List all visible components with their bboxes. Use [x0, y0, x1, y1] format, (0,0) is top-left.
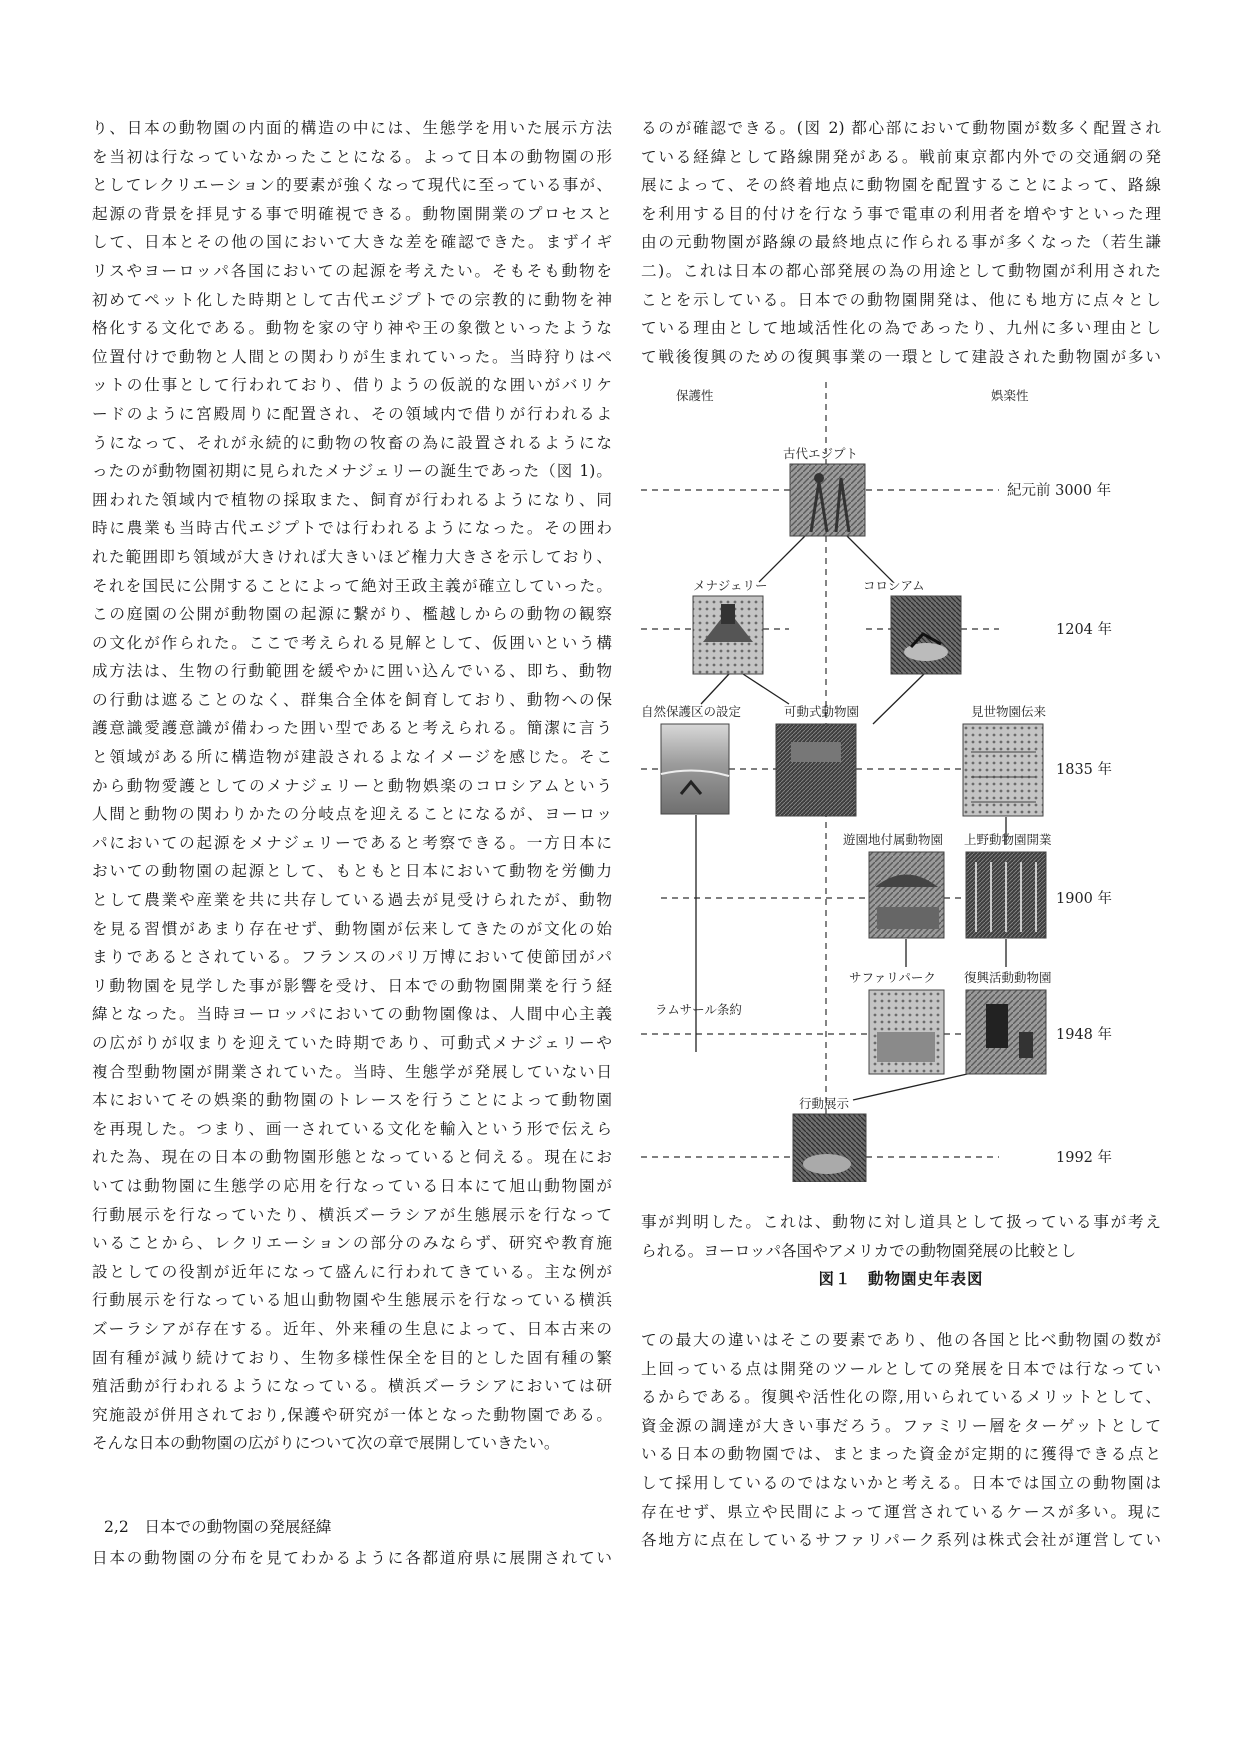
paragraph-line: 展によって、その終着地点に動物園を配置することによって、路線: [641, 176, 1161, 195]
section-first-line: [92, 1544, 612, 1573]
paragraph-line: いることから、レクリエーションの部分のみならず、研究や教育施: [92, 1234, 612, 1253]
paragraph-line: 由の元動物園が路線の最終地点に作られる事が多くなった（若生謙: [641, 233, 1161, 252]
zoo-history-timeline-figure: [641, 382, 1161, 1182]
paragraph-line: から動物愛護としてのメナジェリーと動物娯楽のコロシアムという: [92, 776, 612, 795]
paragraph-line: おいての動物園の起源として、もともと日本において動物を労働力: [92, 862, 612, 881]
node-label-freak-show: 見世物園伝来: [971, 704, 1047, 719]
colosseum-photo: [891, 596, 961, 674]
right-column-mid: [641, 1208, 1161, 1265]
paragraph-line: うになって、それが永続的に動物の牧畜の為に設置されるようにな: [92, 433, 612, 452]
paragraph-line: 起源の背景を拝見する事で明確視できる。動物園開業のプロセスと: [92, 204, 612, 223]
paragraph-line: られる。ヨーロッパ各国やアメリカでの動物園発展の比較とし: [641, 1241, 1077, 1260]
paragraph-line: るのが確認できる。(図 2) 都心部において動物園が数多く配置され: [641, 119, 1161, 137]
paragraph-line: 究施設が併用されており,保護や研究が一体となった動物園である。: [92, 1405, 612, 1424]
paragraph-line: そんな日本の動物園の広がりについて次の章で展開していきたい。: [92, 1434, 560, 1453]
paragraph-line: 日本の動物園の分布を見てわかるように各都道府県に展開されてい: [92, 1549, 612, 1567]
paragraph-line: ての最大の違いはそこの要素であり、他の各国と比べ動物園の数が: [641, 1331, 1161, 1349]
paragraph-line: 設としての役割が近年になって盛んに行われてきている。主な例が: [92, 1262, 612, 1281]
paragraph-line: リ動物園を見学した事が影響を受け、日本での動物園開業を行う経: [92, 976, 612, 995]
protection-axis-label: 保護性: [676, 388, 714, 403]
paragraph-line: の文化が作られた。ここで考えられる見解として、仮囲いという構: [92, 633, 612, 652]
paragraph-line: ことを示している。日本での動物園開発は、他にも地方に点々とし: [641, 290, 1161, 309]
paragraph-line: パにおいての起源をメナジェリーであると考察できる。一方日本に: [92, 833, 612, 852]
node-label-ramsar: ラムサール条約: [655, 1002, 742, 1017]
paragraph-line: まりであるとされている。フランスのパリ万博において使節団がパ: [92, 948, 612, 967]
paragraph-line: れた範囲即ち領域が大きければ大きいほど権力大きさを示しており、: [92, 547, 612, 566]
paragraph-line: 囲われた領域内で植物の採取また、飼育が行われるようになり、同: [92, 490, 612, 509]
year-label: 1948 年: [1056, 1027, 1113, 1043]
paragraph-line: ットの仕事として行われており、借りようの仮説的な囲いがバリケ: [92, 376, 612, 395]
paragraph-line: れた為、現在の日本の動物園形態となっていると伺える。現在にお: [92, 1148, 612, 1167]
year-label: 紀元前 3000 年: [1007, 483, 1112, 499]
paragraph-line: 人間と動物の関わりかたの分岐点を迎えることになるが、ヨーロッ: [92, 805, 612, 824]
paragraph-line: 時に農業も当時古代エジプトでは行われるようになった。その囲わ: [92, 519, 612, 538]
left-column: [92, 114, 612, 1458]
paragraph-line: 資金源の調達が大きい事だろう。ファミリー層をターゲットとして: [641, 1416, 1161, 1435]
paragraph-line: 格化する文化である。動物を家の守り神や王の象徴といったような: [92, 319, 612, 338]
paragraph-line: ている経緯として路線開発がある。戦前東京都内外での交通網の発: [641, 147, 1161, 166]
amusement-zoo-photo: [869, 852, 944, 938]
paragraph-line: として農業や産業を共に共存している過去が見受けられたが、動物: [92, 891, 612, 910]
node-label-reserve: 自然保護区の設定: [641, 704, 742, 719]
paragraph-line: ードのように宮殿周りに配置され、その領域内で借りが行われるよ: [92, 404, 612, 423]
freak-show-photo: [963, 724, 1043, 816]
paragraph-line: 護意識愛護意識が備わった囲い型であると考えられる。簡潔に言う: [92, 719, 612, 738]
paragraph-line: 行動展示を行なっていたり、横浜ズーラシアが生態展示を行なって: [92, 1205, 612, 1224]
paragraph-line: ている理由として地域活性化の為であったり、九州に多い理由とし: [641, 319, 1161, 338]
paragraph-line: 事が判明した。これは、動物に対し道具として扱っている事が考え: [641, 1213, 1161, 1231]
paragraph-line: り、日本の動物園の内面的構造の中には、生態学を用いた展示方法: [92, 119, 612, 137]
ueno-photo: [966, 852, 1046, 938]
egypt-photo: [790, 464, 865, 536]
paragraph-line: の行動は遮ることのなく、群集合全体を飼育しており、動物への保: [92, 690, 612, 709]
node-label-egypt: 古代エジプト: [783, 446, 859, 461]
node-label-revival-zoo: 復興活動動物園: [964, 970, 1052, 985]
paragraph-line: 各地方に点在しているサファリパーク系列は株式会社が運営してい: [641, 1531, 1161, 1550]
node-label-safari: サファリパーク: [849, 970, 936, 985]
year-label: 1992 年: [1056, 1150, 1113, 1166]
paragraph-line: 初めてペット化した時期として古代エジプトでの宗教的に動物を神: [92, 290, 612, 309]
reserve-photo: [661, 724, 729, 814]
paragraph-line: 成方法は、生物の行動範囲を緩やかに囲い込んでいる、即ち、動物: [92, 662, 612, 681]
paragraph-line: 緯となった。当時ヨーロッパにおいての動物園像は、人間中心主義: [92, 1005, 612, 1024]
paragraph-line: いては動物園に生態学の応用を行なっている日本にて旭山動物園が: [92, 1176, 612, 1195]
paragraph-line: 二)。これは日本の都心部発展の為の用途として動物園が利用された: [641, 261, 1161, 280]
paragraph-line: るからである。復興や活性化の際,用いられているメリットとして、: [641, 1388, 1161, 1407]
paragraph-line: ズーラシアが存在する。近年、外来種の生息によって、日本古来の: [92, 1319, 612, 1338]
paragraph-line: 殖活動が行われるようになっている。横浜ズーラシアにおいては研: [92, 1377, 612, 1396]
node-label-amusement-zoo: 遊園地付属動物園: [843, 832, 944, 847]
node-label-mobile-zoo: 可動式動物園: [784, 704, 860, 719]
right-column-top: [641, 114, 1161, 371]
paragraph-line: 位置付けで動物と人間との関わりが生まれていった。当時狩りはペ: [92, 347, 612, 366]
entertainment-axis-label: 娯楽性: [991, 388, 1029, 403]
paragraph-line: を当初は行なっていなかったことになる。よって日本の動物園の形: [92, 147, 612, 166]
paragraph-line: としてレクリエーション的要素が強くなって現代に至っている事が、: [92, 176, 612, 195]
paragraph-line: を見る習慣があまり存在せず、動物園が伝来してきたのが文化の始: [92, 919, 612, 938]
paragraph-line: ったのが動物園初期に見られたメナジェリーの誕生であった（図 1)。: [92, 462, 612, 481]
paragraph-line: いる日本の動物園では、まとまった資金が定期的に獲得できる点と: [641, 1445, 1161, 1464]
paragraph-line: の広がりが収まりを迎えていた時期であり、可動式メナジェリーや: [92, 1034, 612, 1052]
paragraph-line: 固有種が減り続けており、生物多様性保全を目的とした固有種の繁: [92, 1348, 612, 1367]
behavior-photo: [793, 1114, 866, 1182]
node-label-behavior: 行動展示: [799, 1096, 850, 1111]
paragraph-line: 行動展示を行なっている旭山動物園や生態展示を行なっている横浜: [92, 1291, 612, 1310]
revival-zoo-photo: [966, 990, 1046, 1074]
node-label-menagerie: メナジェリー: [693, 578, 768, 593]
section-heading: 2,2 日本での動物園の発展経緯: [104, 1518, 332, 1536]
node-label-colosseum: コロシアム: [863, 578, 925, 593]
paragraph-line: この庭園の公開が動物園の起源に繋がり、檻越しからの動物の観察: [92, 605, 612, 624]
right-column-bottom: [641, 1326, 1161, 1555]
paragraph-line: て戦後復興のための復興事業の一環として建設された動物園が多い: [641, 347, 1161, 366]
paragraph-line: を再現した。つまり、画一されている文化を輸入という形で伝えら: [92, 1119, 612, 1138]
paragraph-line: して採用しているのではないかと考える。日本では国立の動物園は: [641, 1473, 1161, 1492]
paragraph-line: を利用する目的付けを行なう事で電車の利用者を増やすといった理: [641, 204, 1161, 223]
paragraph-line: と領域がある所に構造物が建設されるよなイメージを感じた。そこ: [92, 748, 612, 767]
year-label: 1900 年: [1056, 891, 1113, 907]
paragraph-line: 存在せず、県立や民間によって運営されているケースが多い。現に: [641, 1502, 1161, 1521]
paragraph-line: して、日本とその他の国において大きな差を確認できた。まずイギ: [92, 233, 612, 252]
menagerie-photo: [693, 596, 763, 674]
paragraph-line: 複合型動物園が開業されていた。当時、生態学が発展していない日: [92, 1062, 612, 1081]
year-label: 1204 年: [1056, 622, 1113, 638]
paragraph-line: それを国民に公開することによって絶対王政主義が確立していった。: [92, 576, 612, 595]
paragraph-line: リスやヨーロッパ各国においての起源を考えたい。そもそも動物を: [92, 261, 612, 280]
figure-caption: 図１ 動物園史年表図: [818, 1270, 984, 1288]
node-label-ueno: 上野動物園開業: [964, 832, 1052, 847]
paragraph-line: 上回っている点は開発のツールとしての発展を日本では行なってい: [641, 1359, 1161, 1378]
safari-photo: [869, 990, 944, 1074]
mobile-zoo-photo: [776, 724, 856, 816]
paragraph-line: 本においてその娯楽的動物園のトレースを行うことによって動物園: [92, 1091, 612, 1110]
year-label: 1835 年: [1056, 762, 1113, 778]
